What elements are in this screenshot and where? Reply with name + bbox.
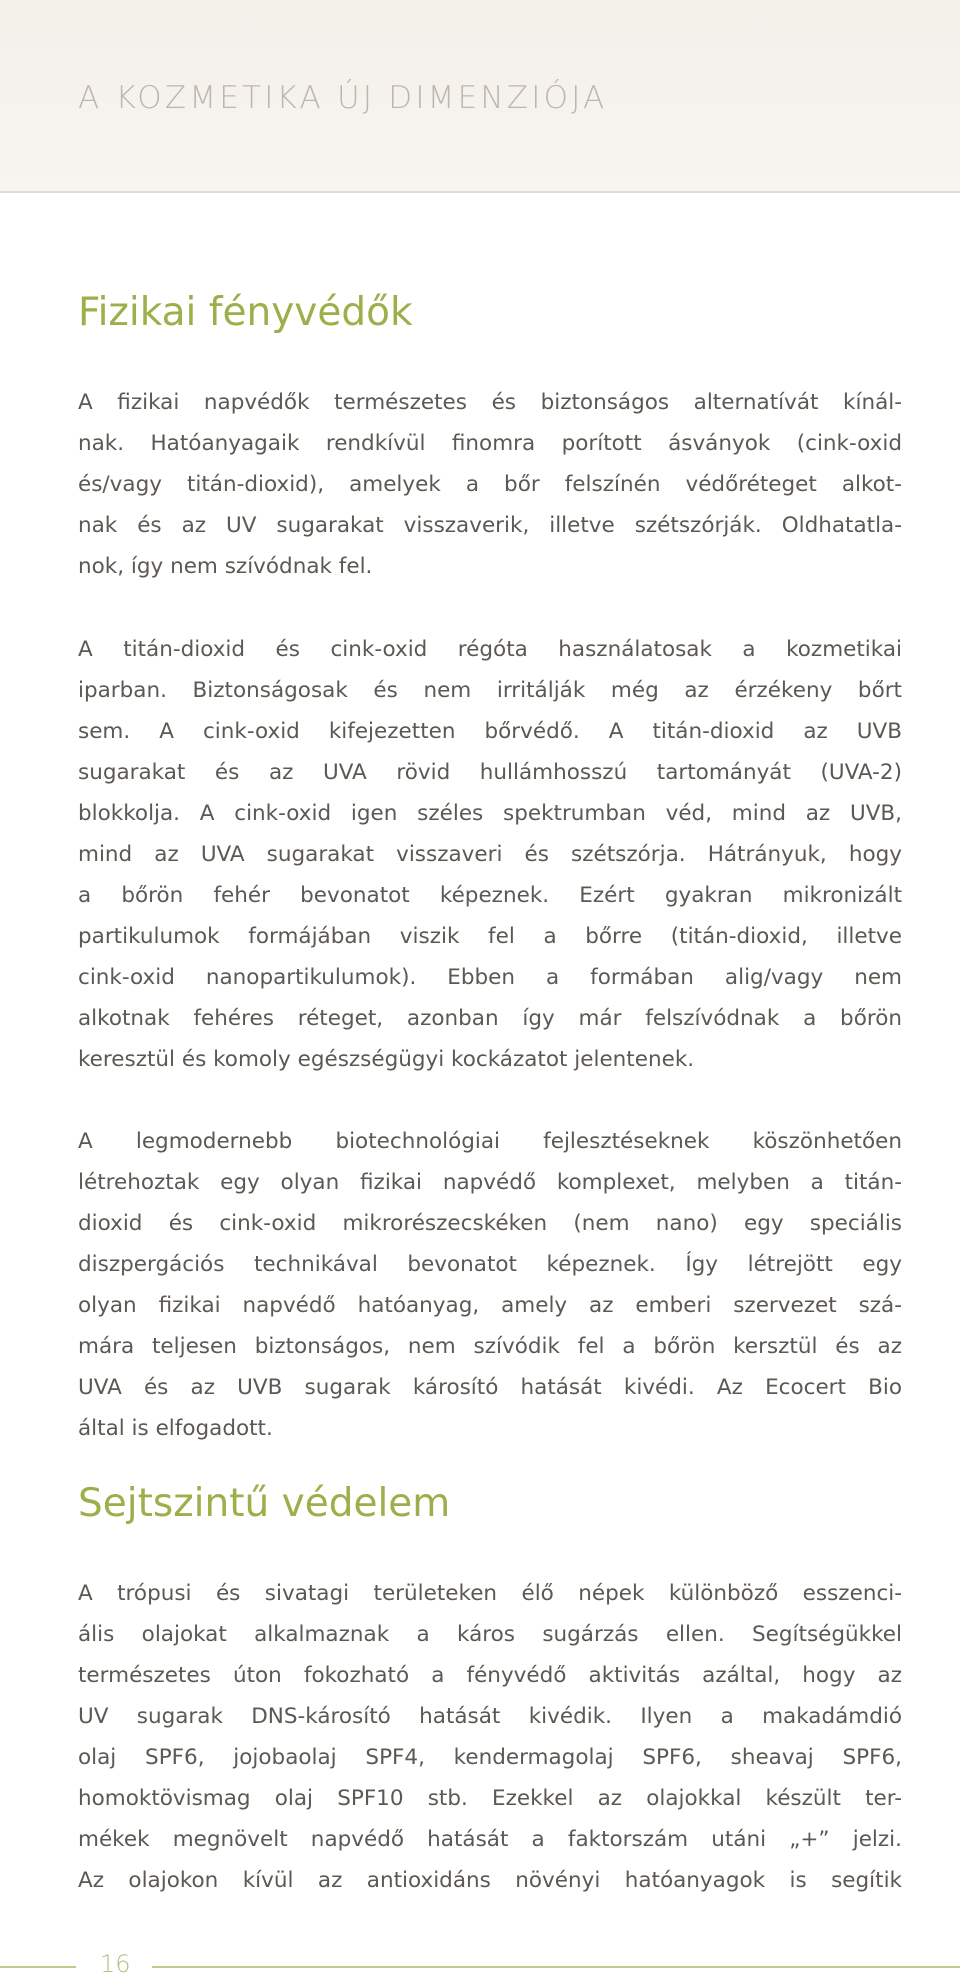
footer-rule-left xyxy=(0,1966,76,1968)
section-heading-physical-sunscreens: Fizikai fényvédők xyxy=(78,290,413,335)
section-heading-cellular-protection: Sejtszintű védelem xyxy=(78,1481,451,1526)
text-line: dioxid és cink-oxid mikrorészecskéken (nem nano) egy speciális xyxy=(78,1211,902,1236)
text-line: mind az UVA sugarakat visszaveri és szétszórja. Hátrányuk, hogy xyxy=(78,842,902,867)
text-line: természetes úton fokozható a fényvédő aktivitás azáltal, hogy az xyxy=(78,1663,902,1688)
text-line: blokkolja. A cink-oxid igen széles spektrumban véd, mind az UVB, xyxy=(78,801,902,826)
text-line: cink-oxid nanopartikulumok). Ebben a formában alig/vagy nem xyxy=(78,965,902,990)
text-line: és/vagy titán-dioxid), amelyek a bőr felszínén védőréteget alkot- xyxy=(78,472,902,497)
text-line: sem. A cink-oxid kifejezetten bőrvédő. A titán-dioxid az UVB xyxy=(78,719,902,744)
paragraph-titanium-zinc xyxy=(78,629,902,1080)
text-line: alkotnak fehéres réteget, azonban így már felszívódnak a bőrön xyxy=(78,1006,902,1031)
text-line: olyan fizikai napvédő hatóanyag, amely az emberi szervezet szá- xyxy=(78,1293,902,1318)
text-line: iparban. Biztonságosak és nem irritálják még az érzékeny bőrt xyxy=(78,678,902,703)
page-number: 16 xyxy=(100,1950,131,1978)
text-line: nak és az UV sugarakat visszaverik, illetve szétszórják. Oldhatatla- xyxy=(78,513,902,538)
text-line: sugarakat és az UVA rövid hullámhosszú tartományát (UVA-2) xyxy=(78,760,902,785)
text-line: ális olajokat alkalmaznak a káros sugárzás ellen. Segítségükkel xyxy=(78,1622,902,1647)
page-header xyxy=(0,0,960,193)
text-line: Az olajokon kívül az antioxidáns növényi hatóanyagok is segítik xyxy=(78,1868,902,1893)
text-line: által is elfogadott. xyxy=(78,1416,273,1441)
paragraph-intro xyxy=(78,382,902,587)
text-line: mékek megnövelt napvédő hatását a faktorszám utáni „+” jelzi. xyxy=(78,1827,902,1852)
text-line: a bőrön fehér bevonatot képeznek. Ezért gyakran mikronizált xyxy=(78,883,902,908)
footer-rule-right xyxy=(152,1966,960,1968)
paragraph-biotech-complex xyxy=(78,1121,902,1449)
text-line: nak. Hatóanyagaik rendkívül finomra porított ásványok (cink-oxid xyxy=(78,431,902,456)
text-line: A fizikai napvédők természetes és biztonságos alternatívát kínál- xyxy=(78,390,902,415)
paragraph-essential-oils xyxy=(78,1573,902,1901)
text-line: homoktövismag olaj SPF10 stb. Ezekkel az olajokkal készült ter- xyxy=(78,1786,902,1811)
text-line: partikulumok formájában viszik fel a bőrre (titán-dioxid, illetve xyxy=(78,924,902,949)
text-line: diszpergációs technikával bevonatot képeznek. Így létrejött egy xyxy=(78,1252,902,1277)
text-line: UV sugarak DNS-károsító hatását kivédik. Ilyen a makadámdió xyxy=(78,1704,902,1729)
text-line: UVA és az UVB sugarak károsító hatását kivédi. Az Ecocert Bio xyxy=(78,1375,902,1400)
text-line: A trópusi és sivatagi területeken élő népek különböző esszenci- xyxy=(78,1581,902,1606)
running-header-title: A KOZMETIKA ÚJ DIMENZIÓJA xyxy=(78,80,608,116)
text-line: A legmodernebb biotechnológiai fejlesztéseknek köszönhetően xyxy=(78,1129,902,1154)
text-line: létrehoztak egy olyan fizikai napvédő komplexet, melyben a titán- xyxy=(78,1170,902,1195)
text-line: mára teljesen biztonságos, nem szívódik fel a bőrön kersztül és az xyxy=(78,1334,902,1359)
text-line: A titán-dioxid és cink-oxid régóta használatosak a kozmetikai xyxy=(78,637,902,662)
text-line: nok, így nem szívódnak fel. xyxy=(78,554,373,579)
text-line: olaj SPF6, jojobaolaj SPF4, kendermagolaj SPF6, sheavaj SPF6, xyxy=(78,1745,902,1770)
text-line: keresztül és komoly egészségügyi kockázatot jelentenek. xyxy=(78,1047,695,1072)
